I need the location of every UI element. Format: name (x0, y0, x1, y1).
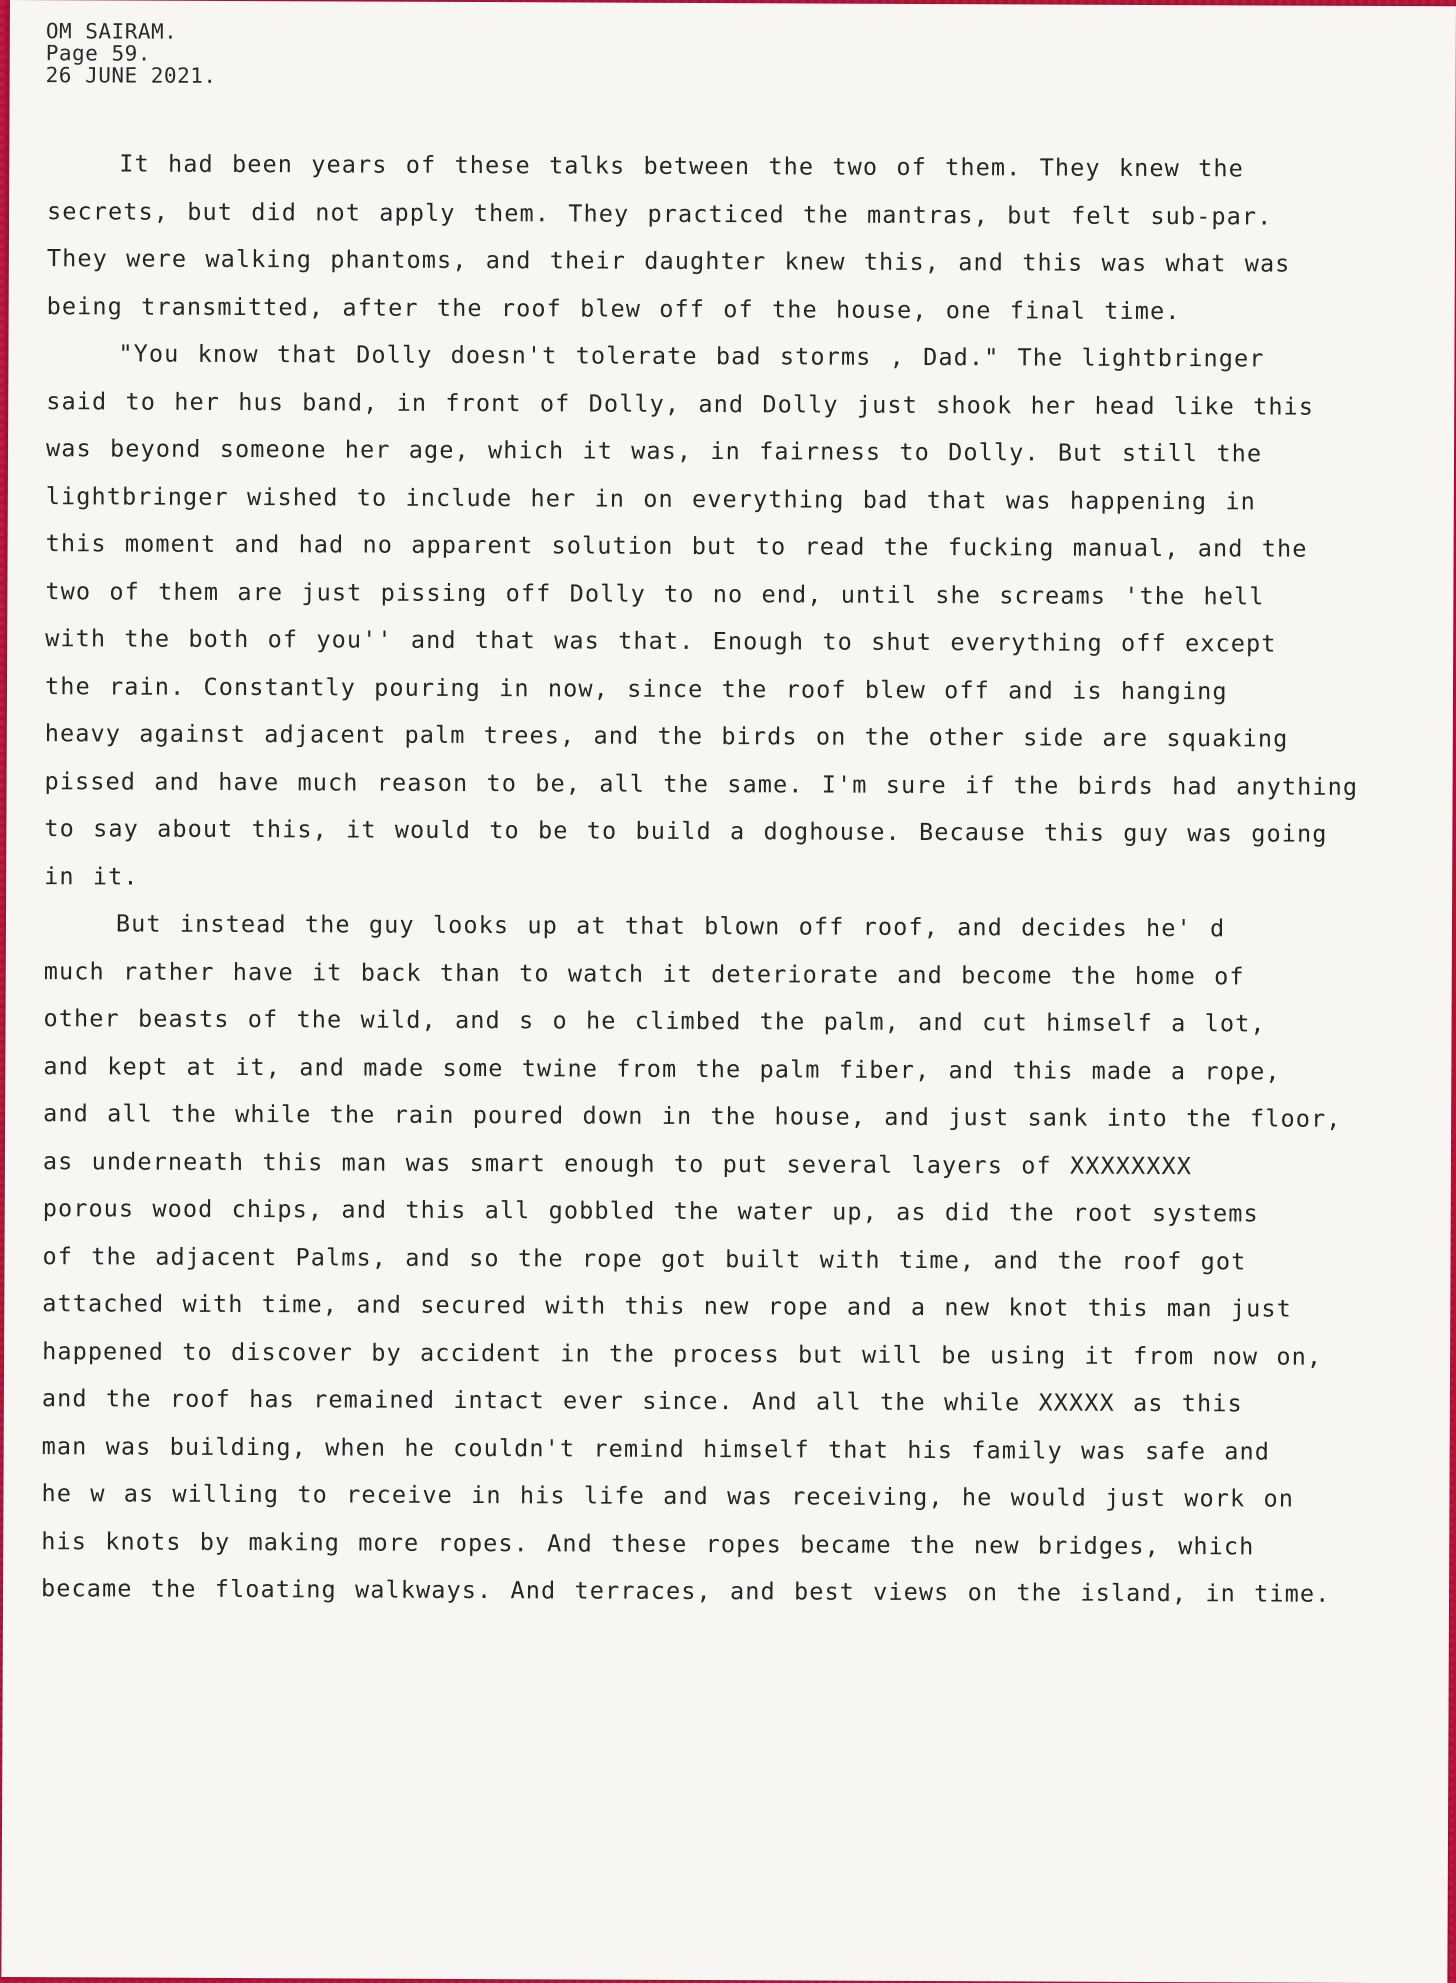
header-page-number: Page 59. (45, 41, 151, 66)
text-line: was beyond someone her age, which it was, in fairness to Dolly. But still the (45, 434, 1263, 468)
text-line: happened to discover by accident in the process but will be using it from now on, (42, 1336, 1323, 1371)
text-line: It had been years of these talks between the two of them. They knew the (119, 149, 1244, 183)
text-line: secrets, but did not apply them. They practiced the mantras, but felt sub-par. (47, 196, 1273, 231)
text-line: to say about this, it would to be to build a doghouse. Because this guy was going (44, 814, 1328, 848)
text-line: with the both of you'' and that was that. Enough to shut everything off except (45, 624, 1277, 658)
text-line: much rather have it back than to watch it deteriorate and become the home of (43, 956, 1245, 990)
text-line: pissed and have much reason to be, all the same. I'm sure if the birds had anything (44, 766, 1359, 801)
header-date: 26 JUNE 2021. (45, 63, 217, 88)
header-title: OM SAIRAM. (45, 19, 178, 44)
text-line: this moment and had no apparent solution but to read the fucking manual, and the (45, 529, 1308, 563)
page-header (46, 20, 217, 87)
text-line: "You know that Dolly doesn't tolerate bad storms , Dad." The lightbringer (118, 339, 1265, 373)
text-line: porous wood chips, and this all gobbled the water up, as did the root systems (42, 1194, 1259, 1228)
text-line: in it. (44, 861, 139, 891)
text-line: other beasts of the wild, and s o he climbed the palm, and cut himself a lot, (43, 1004, 1266, 1038)
text-line: of the adjacent Palms, and so the rope got built with time, and the roof got (42, 1241, 1247, 1275)
text-line: said to her hus band, in front of Dolly, and Dolly just shook her head like this (46, 386, 1315, 421)
text-line: man was building, when he couldn't remind himself that his family was safe and (41, 1431, 1271, 1466)
text-line: his knots by making more ropes. And these ropes became the new bridges, which (41, 1526, 1255, 1560)
text-line: as underneath this man was smart enough to put several layers of XXXXXXXX (42, 1146, 1193, 1180)
text-line: the rain. Constantly pouring in now, since the roof blew off and is hanging (44, 671, 1228, 705)
typewritten-page (1, 0, 1456, 1983)
body-text (41, 140, 1456, 1619)
text-line: two of them are just pissing off Dolly to no end, until she screams 'the hell (45, 576, 1265, 610)
text-line: lightbringer wished to include her in on everything bad that was happening in (45, 481, 1257, 515)
text-line: attached with time, and secured with this new rope and a new knot this man just (42, 1289, 1292, 1323)
text-line: and the roof has remained intact ever since. And all the while XXXXX as this (41, 1384, 1243, 1418)
text-line: became the floating walkways. And terraces, and best views on the island, in time. (41, 1574, 1331, 1608)
text-line: he w as willing to receive in his life and was receiving, he would just work on (41, 1479, 1295, 1513)
text-line: being transmitted, after the roof blew off of the house, one final time. (46, 291, 1181, 325)
text-line: But instead the guy looks up at that blown off roof, and decides he' d (115, 909, 1226, 943)
text-line: and kept at it, and made some twine from the palm fiber, and this made a rope, (43, 1051, 1281, 1086)
text-line: and all the while the rain poured down in the house, and just sank into the floor, (43, 1099, 1342, 1133)
text-line: They were walking phantoms, and their daughter knew this, and this was what was (46, 244, 1291, 278)
text-line: heavy against adjacent palm trees, and the birds on the other side are squaking (44, 719, 1289, 753)
